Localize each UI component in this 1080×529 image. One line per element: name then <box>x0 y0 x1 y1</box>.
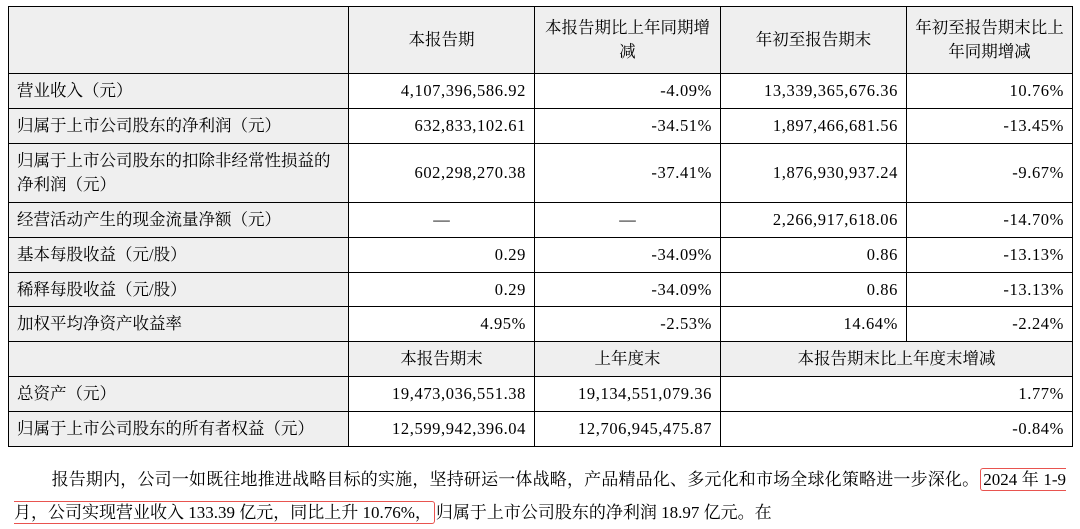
row-value-ytd: 0.86 <box>721 272 907 307</box>
row-value-current: 4,107,396,586.92 <box>349 74 535 109</box>
row-value-current: 4.95% <box>349 307 535 342</box>
row-value-ytd: 2,266,917,618.06 <box>721 202 907 237</box>
row2-value-period-end: 12,599,942,396.04 <box>349 412 535 447</box>
row-value-ytd-yoy: -13.13% <box>907 237 1073 272</box>
row-value-ytd: 13,339,365,676.36 <box>721 74 907 109</box>
row-value-current: 632,833,102.61 <box>349 108 535 143</box>
row-label: 稀释每股收益（元/股） <box>9 272 349 307</box>
header-cell-ytd-yoy: 年初至报告期末比上年同期增减 <box>907 7 1073 74</box>
table-row <box>9 307 1073 342</box>
header2-cell-prior-year-end: 上年度末 <box>535 342 721 377</box>
row-label: 基本每股收益（元/股） <box>9 237 349 272</box>
row-label: 归属于上市公司股东的所有者权益（元） <box>9 412 349 447</box>
row-value-current-yoy: — <box>535 202 721 237</box>
header-cell-current-period-yoy: 本报告期比上年同期增减 <box>535 7 721 74</box>
body-paragraph <box>14 463 1066 529</box>
row2-value-change: 1.77% <box>721 377 1073 412</box>
table-row <box>9 237 1073 272</box>
row2-value-change: -0.84% <box>721 412 1073 447</box>
financial-summary-table <box>8 6 1073 447</box>
header2-cell-period-end: 本报告期末 <box>349 342 535 377</box>
highlighted-sentence: 2024 年 1-9 月，公司实现营业收入 133.39 亿元，同比上升 10.76%， <box>14 470 1066 523</box>
row-value-ytd-yoy: -9.67% <box>907 143 1073 202</box>
table-header-row <box>9 7 1073 74</box>
row-label: 归属于上市公司股东的扣除非经常性损益的净利润（元） <box>9 143 349 202</box>
row-value-current-yoy: -4.09% <box>535 74 721 109</box>
table-row <box>9 108 1073 143</box>
paragraph-part-2: 归属于上市公司股东的净利润 18.97 亿元。在 <box>435 503 772 523</box>
row-value-ytd: 14.64% <box>721 307 907 342</box>
row-label: 营业收入（元） <box>9 74 349 109</box>
row-value-current: 602,298,270.38 <box>349 143 535 202</box>
table-row <box>9 412 1073 447</box>
row-value-current: — <box>349 202 535 237</box>
row-value-ytd: 0.86 <box>721 237 907 272</box>
document-page <box>0 6 1080 523</box>
header2-cell-change: 本报告期末比上年度末增减 <box>721 342 1073 377</box>
table-row <box>9 74 1073 109</box>
row-value-current: 0.29 <box>349 272 535 307</box>
row-value-ytd-yoy: 10.76% <box>907 74 1073 109</box>
paragraph-part-1: 报告期内，公司一如既往地推进战略目标的实施，坚持研运一体战略，产品精品化、多元化和市场全球化策略进一步深化。 <box>51 470 980 490</box>
row-value-ytd: 1,876,930,937.24 <box>721 143 907 202</box>
row-value-ytd-yoy: -13.13% <box>907 272 1073 307</box>
row-value-ytd: 1,897,466,681.56 <box>721 108 907 143</box>
row-label: 总资产（元） <box>9 377 349 412</box>
row2-value-prior-year-end: 19,134,551,079.36 <box>535 377 721 412</box>
table-row <box>9 202 1073 237</box>
row-value-ytd-yoy: -14.70% <box>907 202 1073 237</box>
header-cell-current-period: 本报告期 <box>349 7 535 74</box>
row2-value-period-end: 19,473,036,551.38 <box>349 377 535 412</box>
header-cell-blank <box>9 7 349 74</box>
table-header-row-2 <box>9 342 1073 377</box>
table-row <box>9 272 1073 307</box>
row-value-current-yoy: -34.51% <box>535 108 721 143</box>
row2-value-prior-year-end: 12,706,945,475.87 <box>535 412 721 447</box>
row-label: 归属于上市公司股东的净利润（元） <box>9 108 349 143</box>
header2-cell-blank <box>9 342 349 377</box>
row-value-current: 0.29 <box>349 237 535 272</box>
row-value-ytd-yoy: -13.45% <box>907 108 1073 143</box>
table-row <box>9 377 1073 412</box>
row-value-current-yoy: -34.09% <box>535 237 721 272</box>
row-label: 经营活动产生的现金流量净额（元） <box>9 202 349 237</box>
table-row <box>9 143 1073 202</box>
row-value-current-yoy: -34.09% <box>535 272 721 307</box>
row-value-current-yoy: -2.53% <box>535 307 721 342</box>
row-value-ytd-yoy: -2.24% <box>907 307 1073 342</box>
row-label: 加权平均净资产收益率 <box>9 307 349 342</box>
header-cell-ytd: 年初至报告期末 <box>721 7 907 74</box>
row-value-current-yoy: -37.41% <box>535 143 721 202</box>
